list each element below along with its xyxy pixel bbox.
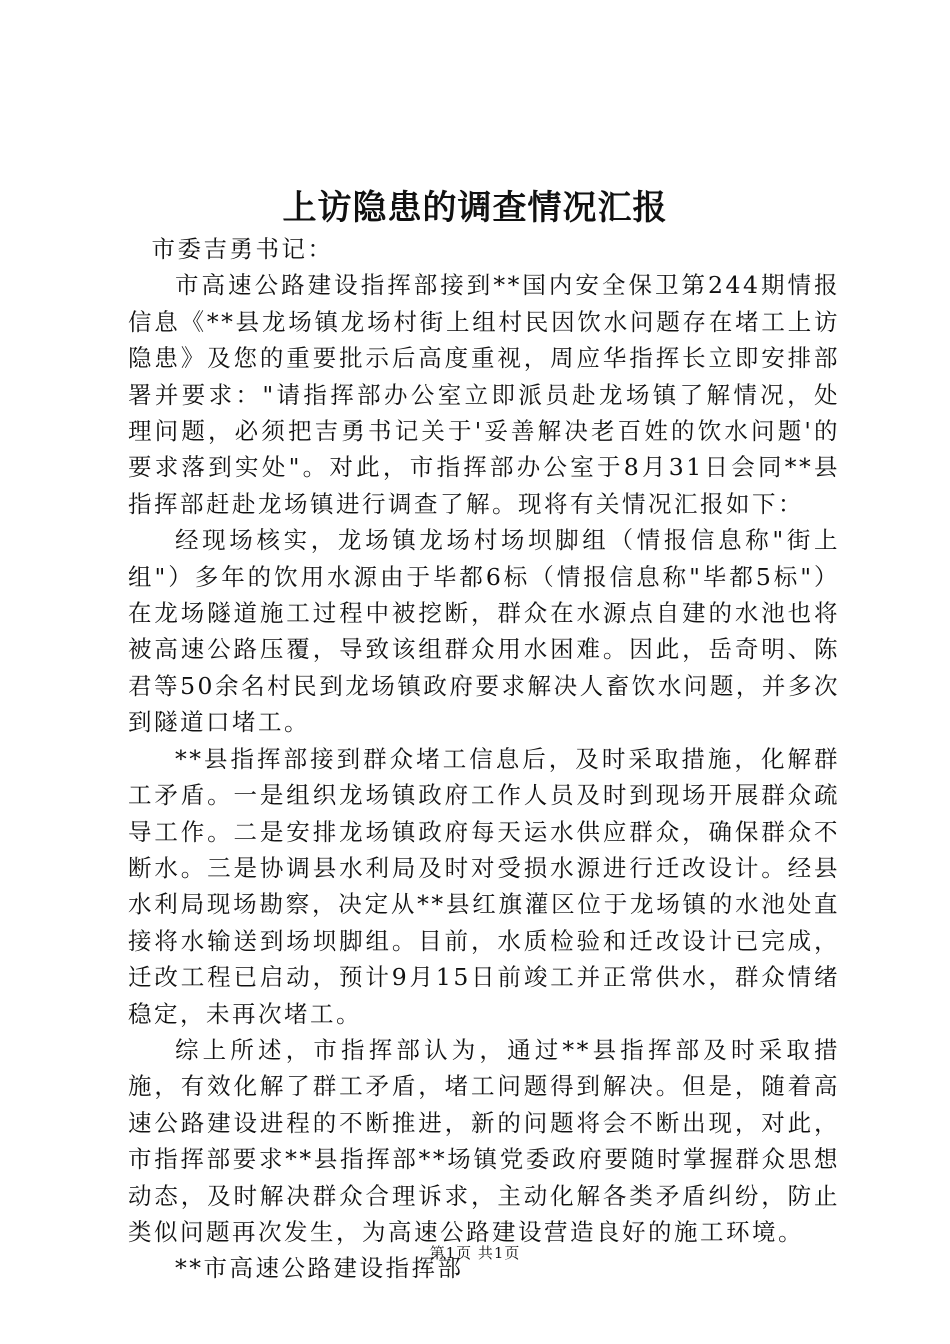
paragraph-conclusion: 综上所述，市指挥部认为，通过**县指挥部及时采取措施，有效化解了群工矛盾，堵工问题得到解决。但是，随着高速公路建设进程的不断推进，新的问题将会不断出现，对此，市指挥部要求**县指挥部**场镇党委政府要随时掌握群众思想动态，及时解决群众合理诉求，主动化解各类矛盾纠纷，防止类似问题再次发生，为高速公路建设营造良好的施工环境。	[128, 1035, 840, 1246]
document-title: 上访隐患的调查情况汇报	[282, 188, 668, 228]
signature: **市高速公路建设指挥部	[175, 1254, 464, 1283]
paragraph-findings: 经现场核实，龙场镇龙场村场坝脚组（情报信息称"街上组"）多年的饮用水源由于毕都6标（情报信息称"毕都5标"）在龙场隧道施工过程中被挖断，群众在水源点自建的水池也将被高速公路压覆，导致该组群众用水困难。因此，岳奇明、陈君等50余名村民到龙场镇政府要求解决人畜饮水问题，并多次到隧道口堵工。	[128, 526, 840, 737]
paragraph-intro: 市高速公路建设指挥部接到**国内安全保卫第244期情报信息《**县龙场镇龙场村街上组村民因饮水问题存在堵工上访隐患》及您的重要批示后高度重视，周应华指挥长立即安排部署并要求："请指挥部办公室立即派员赴龙场镇了解情况，处理问题，必须把吉勇书记关于'妥善解决老百姓的饮水问题'的要求落到实处"。对此，市指挥部办公室于8月31日会同**县指挥部赶赴龙场镇进行调查了解。现将有关情况汇报如下：	[128, 271, 840, 518]
paragraph-measures: **县指挥部接到群众堵工信息后，及时采取措施，化解群工矛盾。一是组织龙场镇政府工作人员及时到现场开展群众疏导工作。二是安排龙场镇政府每天运水供应群众，确保群众不断水。三是协调县水利局及时对受损水源进行迁改设计。经县水利局现场勘察，决定从**县红旗灌区位于龙场镇的水池处直接将水输送到场坝脚组。目前，水质检验和迁改设计已完成，迁改工程已启动，预计9月15日前竣工并正常供水，群众情绪稳定，未再次堵工。	[128, 744, 840, 1028]
page-footer: 第1页 共1页	[429, 1244, 521, 1262]
document-body	[128, 231, 840, 1287]
salutation: 市委吉勇书记：	[151, 235, 334, 263]
